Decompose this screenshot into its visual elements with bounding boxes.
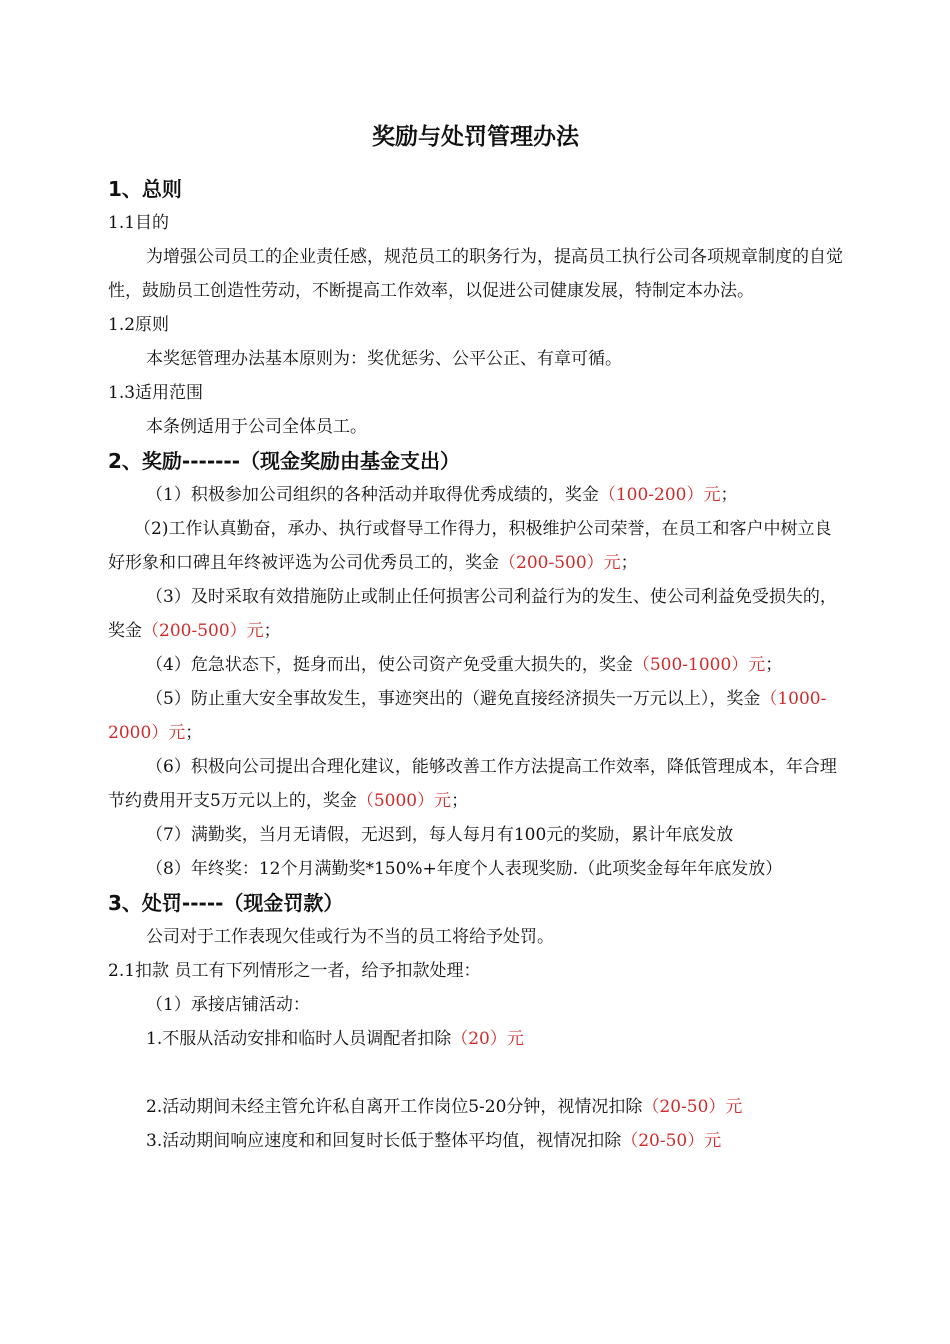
- penalty-rule: [108, 1124, 843, 1158]
- reward-punct: ；: [185, 723, 203, 743]
- subsection-principle-label: 1.2原则: [108, 315, 170, 335]
- penalty-text: 1.不服从活动安排和临时人员调配者扣除: [146, 1029, 452, 1049]
- reward-amount: （200-500）元: [142, 621, 264, 641]
- penalty-amount: （20）元: [451, 1029, 524, 1049]
- reward-amount: （5000）元: [356, 791, 452, 811]
- reward-amount: （100-200）元: [598, 485, 721, 505]
- reward-item: [108, 512, 843, 580]
- section-heading-rewards: 2、奖励-------（现金奖励由基金支出）: [108, 449, 461, 473]
- reward-amount: （200-500）元: [499, 553, 621, 573]
- reward-punct: ；: [720, 485, 738, 505]
- reward-punct: ；: [263, 621, 281, 641]
- reward-amount: （500-1000）元: [632, 655, 766, 675]
- reward-amount: （1000-2000）元: [108, 689, 827, 743]
- reward-text: （2)工作认真勤奋，承办、执行或督导工作得力，积极维护公司荣誉，在员工和客户中树立良好形象和口碑且年终被评选为公司优秀员工的，奖金: [108, 519, 832, 573]
- reward-punct: ；: [451, 791, 469, 811]
- section-heading-penalties: 3、处罚-----（现金罚款）: [108, 891, 344, 915]
- reward-item: （8）年终奖：12个月满勤奖*150%+年度个人表现奖励.（此项奖金每年年底发放）: [146, 859, 783, 879]
- deduction-subitem: （1）承接店铺活动：: [146, 995, 310, 1015]
- reward-text: （4）危急状态下，挺身而出，使公司资产免受重大损失的，奖金: [146, 655, 633, 675]
- reward-item: （7）满勤奖，当月无请假，无迟到，每人每月有100元的奖励，累计年底发放: [146, 825, 734, 845]
- penalty-amount: （20-50）元: [621, 1131, 722, 1151]
- reward-item: [108, 478, 843, 512]
- deduction-label: 2.1扣款 员工有下列情形之一者，给予扣款处理：: [108, 961, 481, 981]
- subsection-purpose-label: 1.1目的: [108, 213, 170, 233]
- section-heading-general: 1、总则: [108, 177, 182, 201]
- reward-text: （1）积极参加公司组织的各种活动并取得优秀成绩的，奖金: [146, 485, 599, 505]
- reward-item: [108, 750, 843, 818]
- reward-text: （5）防止重大安全事故发生，事迹突出的（避免直接经济损失一万元以上），奖金: [146, 689, 761, 709]
- penalty-rule: [108, 1022, 843, 1056]
- penalty-intro: 公司对于工作表现欠佳或行为不当的员工将给予处罚。: [146, 927, 554, 947]
- purpose-paragraph: 为增强公司员工的企业责任感，规范员工的职务行为，提高员工执行公司各项规章制度的自觉性，鼓励员工创造性劳动，不断提高工作效率，以促进公司健康发展，特制定本办法。: [108, 247, 843, 301]
- principle-paragraph: 本奖惩管理办法基本原则为：奖优惩劣、公平公正、有章可循。: [146, 349, 622, 369]
- blank-line: [108, 1056, 843, 1090]
- reward-text: （3）及时采取有效措施防止或制止任何损害公司利益行为的发生、使公司利益免受损失的，奖金: [108, 587, 837, 641]
- reward-item: [108, 580, 843, 648]
- scope-paragraph: 本条例适用于公司全体员工。: [146, 417, 367, 437]
- subsection-scope-label: 1.3适用范围: [108, 383, 204, 403]
- reward-item: [108, 682, 843, 750]
- penalty-amount: （20-50）元: [642, 1097, 743, 1117]
- reward-punct: ；: [620, 553, 638, 573]
- document-title: 奖励与处罚管理办法: [372, 124, 579, 150]
- reward-punct: ；: [765, 655, 783, 675]
- reward-text: （6）积极向公司提出合理化建议，能够改善工作方法提高工作效率，降低管理成本，年合理节约费用开支5万元以上的，奖金: [108, 757, 837, 811]
- penalty-text: 3.活动期间响应速度和和回复时长低于整体平均值，视情况扣除: [146, 1131, 622, 1151]
- penalty-text: 2.活动期间未经主管允许私自离开工作岗位5-20分钟，视情况扣除: [146, 1097, 643, 1117]
- reward-item: [108, 648, 843, 682]
- penalty-rule: [108, 1090, 843, 1124]
